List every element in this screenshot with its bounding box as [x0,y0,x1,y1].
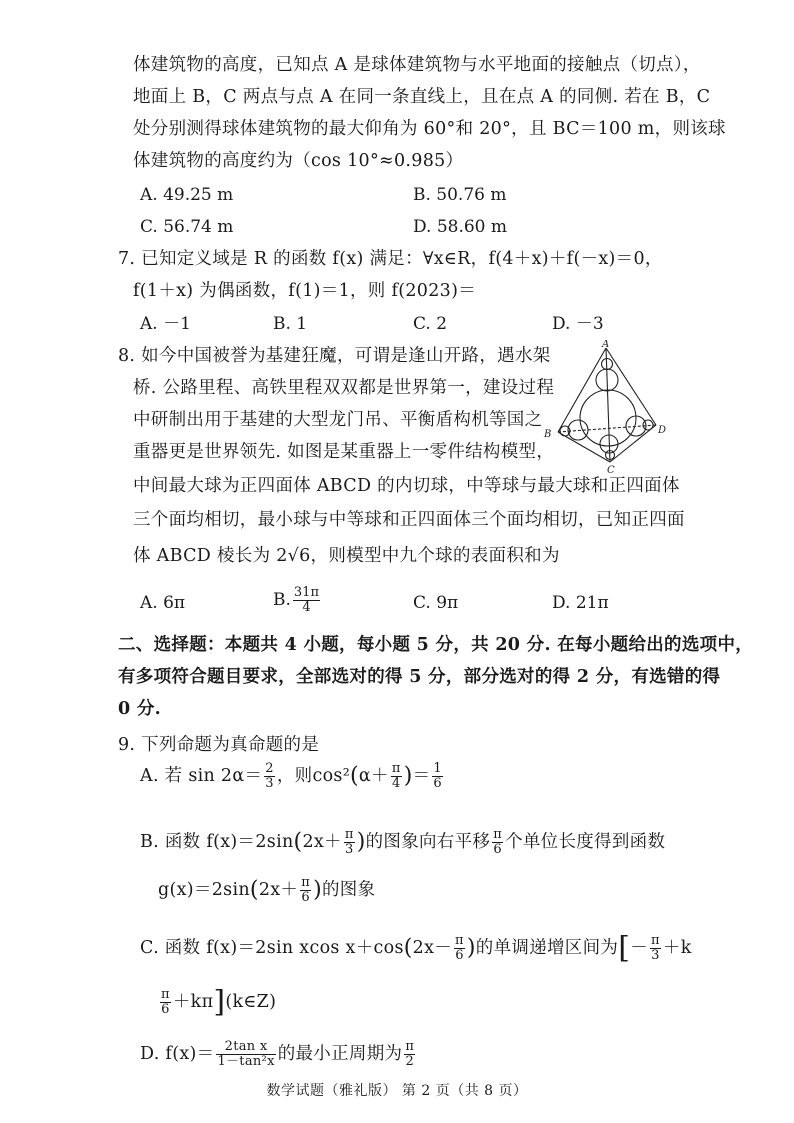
paren: ) [403,763,413,789]
edge-bd [558,425,656,432]
text: 的单调递增区间为 [475,938,619,958]
fraction [391,762,402,791]
frac-num: π [455,933,464,948]
q8-option-b [273,586,322,615]
text: ＋kπ [172,992,214,1012]
paren: ( [293,829,303,855]
q8-option-b-fraction [293,586,320,615]
text: － [630,938,649,958]
q6-line2: 地面上 B，C 两点与点 A 在同一条直线上，且在点 A 的同侧. 若在 B，C [133,87,711,107]
frac-den: 6 [161,1002,170,1017]
frac-den: 6 [433,776,442,791]
frac-num: 1 [433,761,442,776]
q8-line7: 体 ABCD 棱长为 2√6，则模型中九个球的表面积和为 [133,546,560,566]
fraction [344,828,355,857]
frac-den: 3 [265,776,274,791]
label-c: C [607,465,615,475]
edge-bc [558,432,610,462]
q9-option-c-line1 [140,930,692,966]
text: A. 若 sin 2α＝ [140,766,263,786]
frac-den: 6 [493,842,502,857]
q7-option-a: A. －1 [140,314,191,334]
small-sphere-right [643,420,653,430]
q8-line5: 中间最大球为正四面体 ABCD 的内切球，中等球与最大球和正四面体 [133,476,680,496]
q8-option-d: D. 21π [552,593,609,613]
q8-line3: 中研制出用于基建的大型龙门吊、平衡盾构机等国之 [133,410,543,430]
frac-den: 6 [301,890,310,905]
q7-option-d: D. －3 [552,314,604,334]
frac-den: 6 [455,948,464,963]
paren: ( [350,763,359,789]
frac-num: π [344,827,354,842]
text: D. f(x)＝ [140,1044,215,1064]
q7-line1: 7. 已知定义域是 R 的函数 f(x) 满足：∀x∈R，f(4＋x)＋f(－x)＝0， [118,249,663,269]
tetrahedron-diagram [538,340,673,475]
q8-option-b-prefix: B. [273,590,291,610]
text: α＋ [358,766,389,786]
frac-num: π [161,987,170,1002]
q6-option-b: B. 50.76 m [413,185,507,205]
frac-den: 4 [391,776,401,791]
q6-option-a: A. 49.25 m [140,185,234,205]
q6-line4: 体建筑物的高度约为（cos 10°≈0.985） [133,151,464,171]
q8-line2: 桥. 公路里程、高铁里程双双都是世界第一，建设过程 [133,378,555,398]
q8-option-c: C. 9π [413,593,459,613]
label-d: D [658,425,667,436]
fraction [216,1040,275,1069]
text: ，则cos² [276,766,351,786]
label-b: B [544,429,552,440]
frac-num: 2 [265,761,274,776]
frac-num: π [493,827,503,842]
q7-line2: f(1＋x) 为偶函数，f(1)＝1，则 f(2023)＝ [133,281,477,301]
q9-option-d [140,1040,417,1069]
text: g(x)＝2sin [158,880,250,900]
q8-line6: 三个面均相切，最小球与中等球和正四面体三个面均相切，已知正四面 [133,510,685,530]
section2-line1: 二、选择题：本题共 4 小题，每小题 5 分，共 20 分. 在每小题给出的选项中， [118,635,754,655]
fraction [404,1040,415,1069]
text: 的图象向右平移 [365,832,491,852]
q6-line3: 处分别测得球体建筑物的最大仰角为 60°和 20°，且 BC＝100 m，则该球 [133,119,726,139]
fraction [454,934,465,963]
text: 2x＋ [258,880,299,900]
bracket: [ [618,930,631,966]
fraction [264,762,275,791]
q6-line1: 体建筑物的高度，已知点 A 是球体建筑物与水平地面的接触点（切点）， [133,55,701,75]
text: 个单位长度得到函数 [505,832,666,852]
q9-option-a [140,762,445,791]
frac-den: 3 [651,948,660,963]
text: ＋k [662,938,692,958]
q9-option-b-line2 [158,876,375,905]
frac-num: 2tan x [224,1039,268,1054]
q9-option-b-line1 [140,828,665,857]
text: ＝ [412,766,431,786]
q6-option-d: D. 58.60 m [413,217,508,237]
text: (k∈Z) [225,992,277,1012]
fraction [650,934,661,963]
fraction [492,828,503,857]
paren: ) [356,829,366,855]
text: 的图象 [321,880,376,900]
text: 2x－ [412,938,453,958]
edge-ac [606,348,610,462]
paren: ( [249,877,259,903]
edge-ad [606,348,656,425]
frac-den: 3 [344,842,354,857]
edge-ab [558,348,606,432]
section2-line3: 0 分. [118,699,162,719]
frac-num: π [301,875,311,890]
frac-num: π [405,1039,415,1054]
frac-den: 1－tan²x [217,1054,275,1069]
q9-option-c-line2 [158,984,277,1020]
frac-num: π [391,761,401,776]
paren: ) [313,877,322,903]
text: C. 函数 f(x)＝2sin xcos x＋cos [140,938,404,958]
label-a: A [602,340,610,350]
q7-option-b: B. 1 [273,314,308,334]
frac-den: 4 [293,600,320,615]
q7-option-c: C. 2 [413,314,448,334]
fraction [300,876,311,905]
q9-stem: 9. 下列命题为真命题的是 [118,735,320,755]
text: 2x＋ [302,832,342,852]
q8-line4: 重器更是世界领先. 如图是某重器上一零件结构模型， [133,442,555,462]
frac-num: π [651,933,660,948]
bracket: ] [213,984,226,1020]
paren: ( [403,935,413,961]
q8-line1: 8. 如今中国被誉为基建狂魔，可谓是逢山开路，遇水架 [118,346,551,366]
q8-option-a: A. 6π [140,593,186,613]
frac-num: 31π [293,585,319,600]
q6-option-c: C. 56.74 m [140,217,234,237]
paren: ) [466,935,476,961]
text: B. 函数 f(x)＝2sin [140,832,294,852]
fraction [432,762,443,791]
fraction [160,988,171,1017]
text: 的最小正周期为 [277,1044,403,1064]
frac-den: 2 [405,1054,415,1069]
section2-line2: 有多项符合题目要求，全部选对的得 5 分，部分选对的得 2 分，有选错的得 [118,667,721,687]
page-footer: 数学试题（雅礼版） 第 2 页（共 8 页） [266,1083,528,1099]
